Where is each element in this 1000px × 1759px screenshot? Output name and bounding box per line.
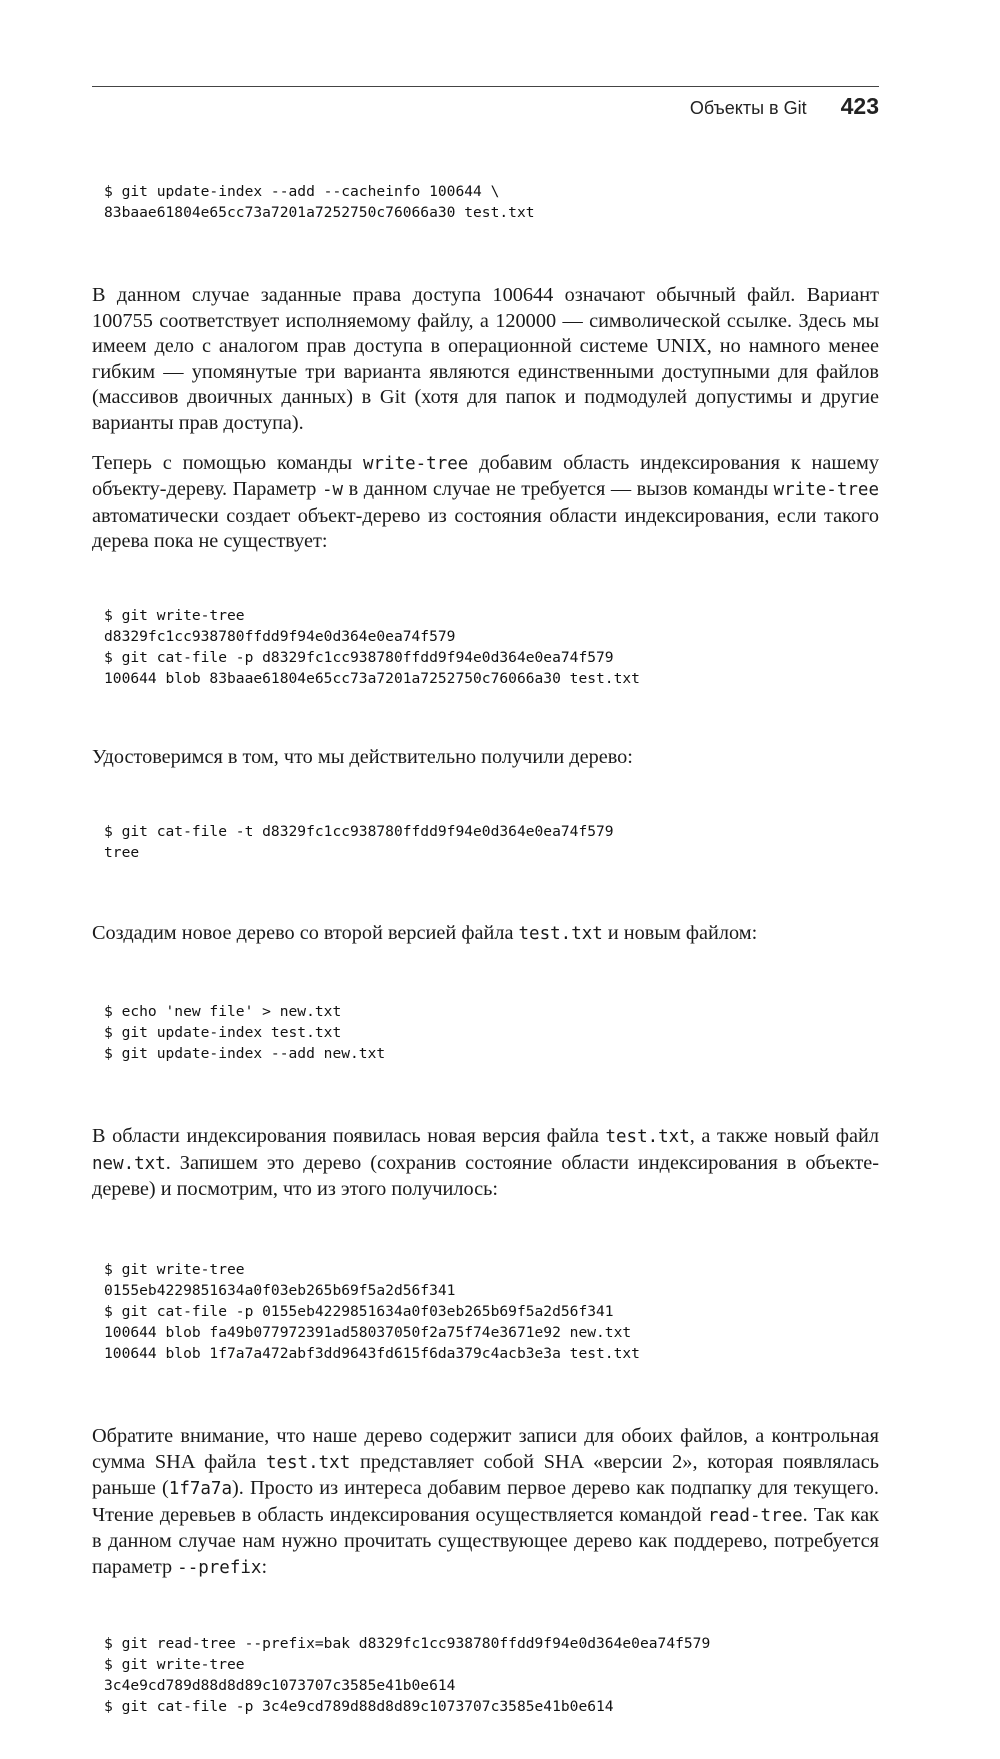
code-block <box>92 959 879 1106</box>
code-line: 100644 blob fa49b077972391ad58037050f2a75f74e3671e92 new.txt <box>104 1323 632 1341</box>
code-block <box>92 779 879 905</box>
inline-code: --prefix <box>177 1557 262 1578</box>
code-line: $ git cat-file -p 0155eb4229851634a0f03eb265b69f5a2d56f341 <box>104 1302 614 1320</box>
code-line: $ git write-tree <box>104 1656 245 1674</box>
inline-code: test.txt <box>518 923 603 944</box>
inline-code: write-tree <box>773 480 879 501</box>
code-line: 100644 blob 83baae61804e65cc73a7201a7252750c76066a30 test.txt <box>104 669 640 687</box>
text-run: ). Просто из интереса добавим первое дерево как подпапку для текущего. Чтение деревьев в область индексирования осуществляется командой <box>92 1477 879 1526</box>
text-run: в данном случае не требуется — вызов команды <box>343 478 774 501</box>
paragraph <box>92 1424 879 1582</box>
paragraph: В данном случае заданные права доступа 100644 означают обычный файл. Вариант 100755 соответствует исполняемому файлу, а 120000 — символической ссылке. Здесь мы имеем дело с аналогом прав доступа в операционной системе UNIX, но намного менее гибким — упомянутые три варианта являются единственными доступными для файлов (массивов двоичных данных) в Git (хотя для папок и подмодулей допустимы и другие варианты прав доступа). <box>92 284 879 434</box>
code-line: $ echo 'new file' > new.txt <box>104 1003 342 1021</box>
code-block <box>92 1217 879 1406</box>
code-line: 100644 blob 1f7a7a472abf3dd9643fd615f6da379c4acb3e3a test.txt <box>104 1344 640 1362</box>
text-run: Обратите внимание, что наше дерево содержит записи для обоих файлов, а контрольная сумма SHA файла <box>92 1424 879 1473</box>
paragraph <box>92 451 879 555</box>
text-run: автоматически создает объект-дерево из состояния области индексирования, если такого дерева пока не существует: <box>92 504 879 553</box>
text-run: В области индексирования появилась новая версия файла <box>92 1125 606 1148</box>
text-run: и новым файлом: <box>602 921 758 944</box>
running-head <box>92 93 879 123</box>
code-block <box>92 1591 879 1759</box>
inline-code: new.txt <box>92 1153 166 1174</box>
code-line: $ git update-index --add --cacheinfo 100644 \ <box>104 183 500 200</box>
code-line: 3c4e9cd789d88d8d89c1073707c3585e41b0e614 <box>104 1677 456 1695</box>
text-run: . Так как в данном случае нам нужно прочитать существующее дерево как поддерево, потребуется параметр <box>92 1503 879 1578</box>
inline-code: test.txt <box>265 1452 351 1473</box>
running-title: Объекты в Git <box>689 98 807 118</box>
header-rule <box>92 86 879 87</box>
code-line: $ git cat-file -p 3c4e9cd789d88d8d89c1073707c3585e41b0e614 <box>104 1698 614 1716</box>
inline-code: read-tree <box>707 1505 803 1526</box>
text-run: , а также новый файл <box>689 1125 880 1148</box>
code-line: $ git write-tree <box>104 1260 245 1278</box>
text-run: . Запишем это дерево (сохранив состояние области индексирования в объекте-дереве) и посмотрим, что из этого получилось: <box>92 1151 879 1201</box>
paragraph: Удостоверимся в том, что мы действительно получили дерево: <box>92 745 633 768</box>
code-line: $ git write-tree <box>104 606 245 624</box>
text-run: : <box>261 1555 268 1578</box>
paragraph <box>92 921 879 948</box>
inline-code: 1f7a7a <box>168 1479 232 1500</box>
book-page <box>92 86 879 1759</box>
text-run: добавим область индексирования к нашему объекту-дереву. Параметр <box>92 451 880 501</box>
code-line: tree <box>104 843 140 861</box>
code-line: $ git update-index test.txt <box>104 1024 342 1042</box>
inline-code: test.txt <box>605 1127 690 1148</box>
code-line: $ git update-index --add new.txt <box>104 1045 386 1063</box>
text-run: представляет собой SHA «версии 2», которая появлялась раньше ( <box>92 1450 879 1500</box>
text-run: Теперь с помощью команды <box>92 451 363 474</box>
inline-code: -w <box>321 480 344 501</box>
code-line: 83baae61804e65cc73a7201a7252750c76066a30 test.txt <box>104 204 535 221</box>
paragraph <box>92 1124 879 1203</box>
page-content <box>92 139 879 1759</box>
code-line: $ git cat-file -p d8329fc1cc938780ffdd9f94e0d364e0ea74f579 <box>104 648 614 666</box>
code-block <box>92 139 879 265</box>
code-line: 0155eb4229851634a0f03eb265b69f5a2d56f341 <box>104 1281 456 1299</box>
code-line: $ git read-tree --prefix=bak d8329fc1cc938780ffdd9f94e0d364e0ea74f579 <box>104 1635 711 1653</box>
page-number: 423 <box>840 93 879 119</box>
code-line: d8329fc1cc938780ffdd9f94e0d364e0ea74f579 <box>104 627 456 645</box>
text-run: Создадим новое дерево со второй версией файла <box>92 921 519 944</box>
code-line: $ git cat-file -t d8329fc1cc938780ffdd9f94e0d364e0ea74f579 <box>104 822 614 840</box>
code-block <box>92 563 879 731</box>
inline-code: write-tree <box>362 453 469 474</box>
